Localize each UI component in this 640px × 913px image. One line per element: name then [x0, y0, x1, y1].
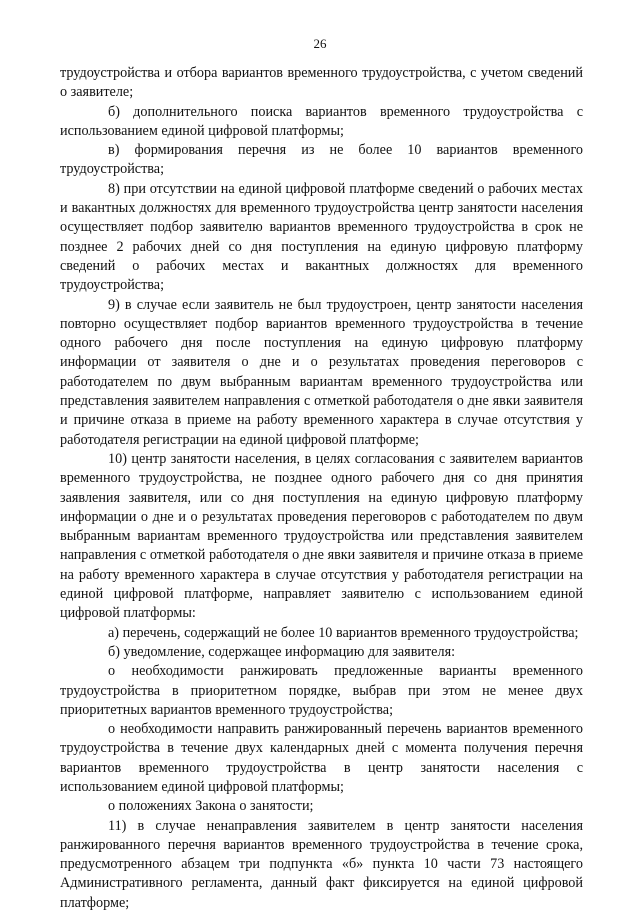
paragraph: о необходимости ранжировать предложенные варианты временного трудоустройства в приоритетном порядке, выбрав при этом не менее двух приоритетных вариантов временного трудоустройства; [60, 663, 583, 718]
paragraph: а) перечень, содержащий не более 10 вариантов временного трудоустройства; [108, 624, 579, 641]
paragraph: 8) при отсутствии на единой цифровой платформе сведений о рабочих местах и вакантных должностях для временного трудоустройства центр занятости населения осуществляет подбор заявителю вариантов временного трудоустройства в срок не позднее 2 рабочих дней со дня поступления на единую цифровую платформу сведений о рабочих местах и вакантных должностях для временного трудоустройства; [60, 180, 583, 294]
document-body [60, 64, 583, 913]
paragraph: о положениях Закона о занятости; [108, 798, 314, 815]
paragraph: 10) центр занятости населения, в целях согласования с заявителем вариантов временного трудоустройства, не позднее одного рабочего дня со дня принятия заявления заявителя, или со дня поступления на единую цифровую платформу информации о дне и о результатах проведения переговоров с работодателем по двум выбранным вариантам временного трудоустройства или представления заявителем направления с отметкой работодателя о дне явки заявителя и причине отказа в приеме на работу временного характера в случае отсутствия у работодателя регистрации на единой цифровой платформе, направляет заявителю с использованием единой цифровой платформы: [60, 450, 583, 622]
paragraph: трудоустройства и отбора вариантов временного трудоустройства, с учетом сведений о заявителе; [60, 65, 583, 101]
paragraph: 11) в случае ненаправления заявителем в центр занятости населения ранжированного перечня вариантов временного трудоустройства в течение срока, предусмотренного абзацем три подпункта «б» пункта 10 части 73 настоящего Административного регламента, данный факт фиксируется на единой цифровой платформе; [60, 817, 583, 911]
paragraph: б) дополнительного поиска вариантов временного трудоустройства с использованием единой цифровой платформы; [60, 103, 583, 139]
page-number: 26 [313, 36, 327, 51]
paragraph: б) уведомление, содержащее информацию для заявителя: [108, 643, 456, 660]
paragraph: о необходимости направить ранжированный перечень вариантов временного трудоустройства в течение двух календарных дней с момента получения перечня вариантов временного трудоустройства в центр занятости населения с использованием единой цифровой платформы; [60, 721, 583, 795]
paragraph: в) формирования перечня из не более 10 вариантов временного трудоустройства; [60, 142, 583, 178]
paragraph: 9) в случае если заявитель не был трудоустроен, центр занятости населения повторно осуществляет подбор вариантов временного трудоустройства в течение одного рабочего дня после поступления на единую цифровую платформу информации от заявителя о дне и о результатах проведения переговоров с работодателем по двум выбранным вариантам временного трудоустройства или представления заявителем направления с отметкой работодателя о дне явки заявителя и причине отказа в приеме на работу временного характера в случае отсутствия у работодателя регистрации на единой цифровой платформе; [60, 296, 583, 448]
